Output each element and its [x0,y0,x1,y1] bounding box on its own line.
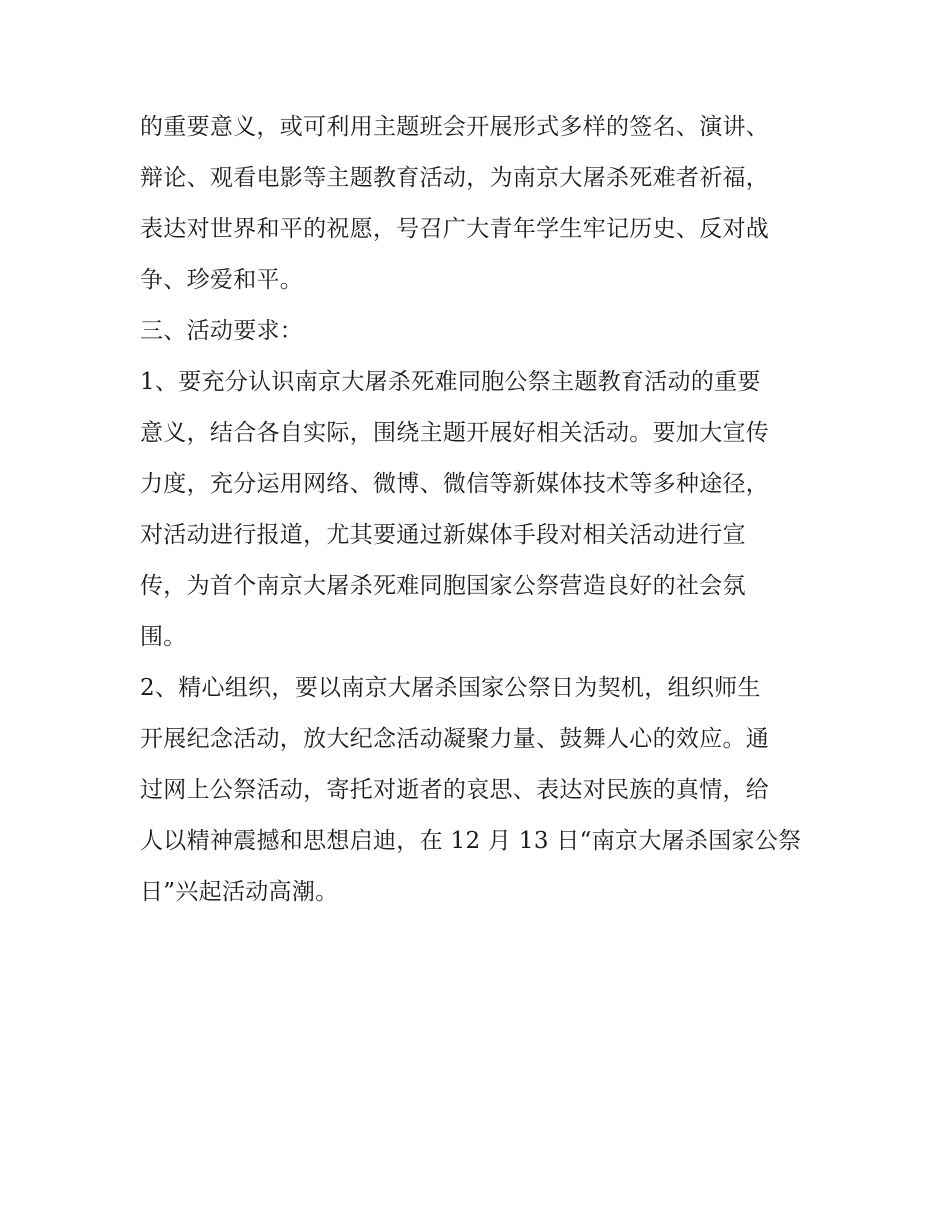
section-heading: 三、活动要求： [140,318,304,344]
text-line: 围。 [140,624,187,650]
text-line: 争、珍爱和平。 [140,267,304,293]
text-line: 传，为首个南京大屠杀死难同胞国家公祭营造良好的社会氛 [140,573,746,599]
text-line: 过网上公祭活动，寄托对逝者的哀思、表达对民族的真情，给 [140,777,770,803]
text-line: 意义，结合各自实际，围绕主题开展好相关活动。要加大宣传 [140,420,770,446]
text-line: 的重要意义，或可利用主题班会开展形式多样的签名、演讲、 [140,114,770,140]
text-line: 开展纪念活动，放大纪念活动凝聚力量、鼓舞人心的效应。通 [140,726,770,752]
text-line: 1、要充分认识南京大屠杀死难同胞公祭主题教育活动的重要 [140,369,761,395]
text-line: 日”兴起活动高潮。 [140,879,339,905]
text-line: 力度，充分运用网络、微博、微信等新媒体技术等多种途径， [140,471,770,497]
text-line: 表达对世界和平的祝愿，号召广大青年学生牢记历史、反对战 [140,216,770,242]
text-line: 辩论、观看电影等主题教育活动，为南京大屠杀死难者祈福， [140,165,770,191]
text-line: 人以精神震撼和思想启迪，在 12 月 13 日“南京大屠杀国家公祭 [140,828,802,854]
document-body [140,102,820,918]
text-line: 2、精心组织，要以南京大屠杀国家公祭日为契机，组织师生 [140,675,761,701]
text-line: 对活动进行报道，尤其要通过新媒体手段对相关活动进行宣 [140,522,746,548]
